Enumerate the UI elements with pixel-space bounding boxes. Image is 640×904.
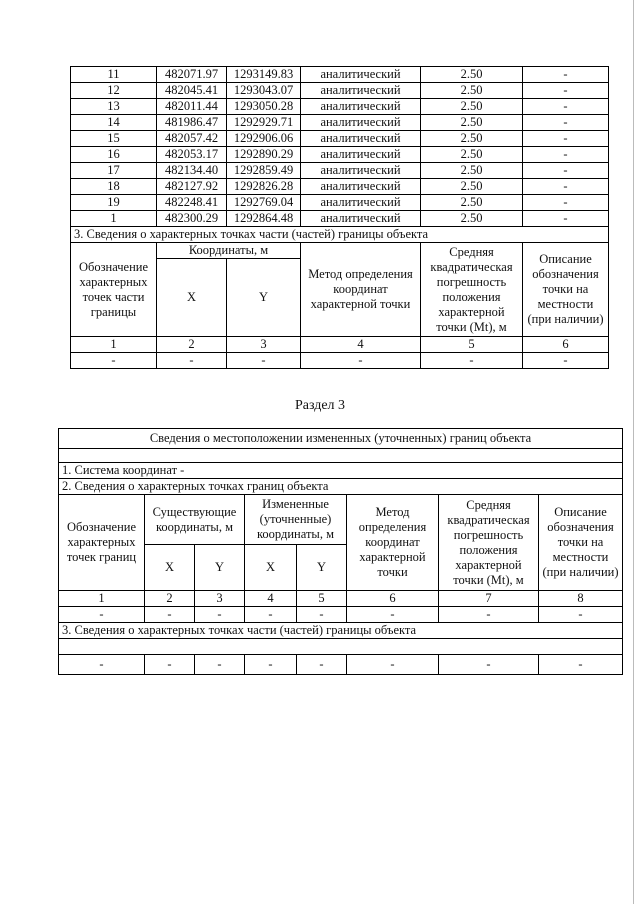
cell-n: 17 [71, 163, 157, 179]
col-number: 3 [227, 337, 301, 353]
cell-n: 18 [71, 179, 157, 195]
cell-desc: - [523, 163, 609, 179]
changed-boundaries-table [58, 428, 623, 675]
header-y1: Y [195, 545, 245, 591]
header-x2: X [245, 545, 297, 591]
empty-cell: - [71, 353, 157, 369]
cell-mt: 2.50 [421, 67, 523, 83]
cell-y: 1293149.83 [227, 67, 301, 83]
col-number: 6 [347, 591, 439, 607]
cell-x: 482011.44 [157, 99, 227, 115]
col-number: 8 [539, 591, 623, 607]
empty-cell: - [439, 655, 539, 675]
empty-cell: - [539, 607, 623, 623]
cell-y: 1292929.71 [227, 115, 301, 131]
cell-n: 13 [71, 99, 157, 115]
table-row [71, 147, 609, 163]
cell-mt: 2.50 [421, 99, 523, 115]
empty-cell: - [421, 353, 523, 369]
cell-n: 14 [71, 115, 157, 131]
table-row [71, 179, 609, 195]
cell-desc: - [523, 147, 609, 163]
col-number: 5 [297, 591, 347, 607]
empty-cell: - [145, 607, 195, 623]
col-number: 7 [439, 591, 539, 607]
cell-n: 11 [71, 67, 157, 83]
cell-method: аналитический [301, 99, 421, 115]
cell-x: 482300.29 [157, 211, 227, 227]
cell-y: 1293043.07 [227, 83, 301, 99]
cell-method: аналитический [301, 67, 421, 83]
cell-x: 482134.40 [157, 163, 227, 179]
cell-y: 1292906.06 [227, 131, 301, 147]
cell-desc: - [523, 195, 609, 211]
cell-x: 482053.17 [157, 147, 227, 163]
empty-cell: - [195, 655, 245, 675]
col-number: 3 [195, 591, 245, 607]
cell-method: аналитический [301, 131, 421, 147]
cell-method: аналитический [301, 147, 421, 163]
cell-x: 482045.41 [157, 83, 227, 99]
header-x1: X [145, 545, 195, 591]
spacer-row [59, 449, 623, 463]
table-row [71, 99, 609, 115]
empty-cell: - [523, 353, 609, 369]
table-row [71, 163, 609, 179]
empty-cell: - [539, 655, 623, 675]
cell-method: аналитический [301, 115, 421, 131]
empty-cell: - [439, 607, 539, 623]
cell-method: аналитический [301, 163, 421, 179]
header-designation: Обозначение характерных точек границ [59, 495, 145, 591]
cell-x: 482127.92 [157, 179, 227, 195]
cell-mt: 2.50 [421, 83, 523, 99]
cell-n: 15 [71, 131, 157, 147]
header-desc: Описание обозначения точки на местности (при наличии) [539, 495, 623, 591]
cell-n: 19 [71, 195, 157, 211]
table-row [71, 195, 609, 211]
cell-mt: 2.50 [421, 147, 523, 163]
cell-method: аналитический [301, 83, 421, 99]
header-desc: Описание обозначения точки на местности (при наличии) [523, 243, 609, 337]
empty-cell: - [227, 353, 301, 369]
cell-x: 482071.97 [157, 67, 227, 83]
cell-desc: - [523, 99, 609, 115]
header-mt: Средняя квадратическая погрешность положения характерной точки (Mt), м [439, 495, 539, 591]
header-existing: Существующие координаты, м [145, 495, 245, 545]
table-row [71, 83, 609, 99]
header-changed: Измененные (уточненные) координаты, м [245, 495, 347, 545]
spacer-row [59, 639, 623, 655]
cell-n: 16 [71, 147, 157, 163]
points-rows [71, 67, 609, 227]
cell-y: 1292859.49 [227, 163, 301, 179]
empty-cell: - [245, 607, 297, 623]
empty-cell: - [347, 607, 439, 623]
table2-title: Сведения о местоположении измененных (уточненных) границ объекта [59, 429, 623, 449]
header-x: X [157, 259, 227, 337]
empty-cell: - [145, 655, 195, 675]
cell-y: 1292864.48 [227, 211, 301, 227]
cell-x: 482248.41 [157, 195, 227, 211]
col-number: 1 [71, 337, 157, 353]
cell-mt: 2.50 [421, 163, 523, 179]
cell-desc: - [523, 67, 609, 83]
page-edge [633, 0, 634, 904]
cell-n: 12 [71, 83, 157, 99]
cell-method: аналитический [301, 211, 421, 227]
cell-y: 1292890.29 [227, 147, 301, 163]
empty-cell: - [245, 655, 297, 675]
col-number: 4 [245, 591, 297, 607]
cell-desc: - [523, 179, 609, 195]
empty-cell: - [347, 655, 439, 675]
section-title: Раздел 3 [294, 398, 346, 413]
col-number: 2 [145, 591, 195, 607]
empty-cell: - [301, 353, 421, 369]
empty-cell: - [59, 655, 145, 675]
header-mt: Средняя квадратическая погрешность положения характерной точки (Mt), м [421, 243, 523, 337]
col-number: 2 [157, 337, 227, 353]
cell-method: аналитический [301, 195, 421, 211]
col-number: 4 [301, 337, 421, 353]
empty-cell: - [195, 607, 245, 623]
section3-title: 3. Сведения о характерных точках части (частей) границы объекта [59, 623, 623, 639]
table-row [71, 67, 609, 83]
empty-cell: - [297, 655, 347, 675]
points-table [70, 66, 609, 369]
cell-y: 1293050.28 [227, 99, 301, 115]
header-y2: Y [297, 545, 347, 591]
cell-desc: - [523, 211, 609, 227]
cell-mt: 2.50 [421, 211, 523, 227]
cell-mt: 2.50 [421, 115, 523, 131]
empty-cell: - [59, 607, 145, 623]
cell-y: 1292769.04 [227, 195, 301, 211]
cell-mt: 2.50 [421, 179, 523, 195]
cell-x: 482057.42 [157, 131, 227, 147]
cell-y: 1292826.28 [227, 179, 301, 195]
coord-system: 1. Система координат - [59, 463, 623, 479]
header-designation: Обозначение характерных точек части границы [71, 243, 157, 337]
table-row [71, 115, 609, 131]
table-row [71, 211, 609, 227]
cell-desc: - [523, 83, 609, 99]
header-method: Метод определения координат характерной точки [301, 243, 421, 337]
cell-n: 1 [71, 211, 157, 227]
empty-cell: - [297, 607, 347, 623]
section3-title: 3. Сведения о характерных точках части (частей) границы объекта [71, 227, 609, 243]
cell-desc: - [523, 131, 609, 147]
cell-desc: - [523, 115, 609, 131]
empty-cell: - [157, 353, 227, 369]
section2-title: 2. Сведения о характерных точках границ объекта [59, 479, 623, 495]
cell-mt: 2.50 [421, 195, 523, 211]
col-number: 1 [59, 591, 145, 607]
cell-x: 481986.47 [157, 115, 227, 131]
header-coords: Координаты, м [157, 243, 301, 259]
header-method: Метод определения координат характерной точки [347, 495, 439, 591]
cell-method: аналитический [301, 179, 421, 195]
col-number: 6 [523, 337, 609, 353]
col-number: 5 [421, 337, 523, 353]
cell-mt: 2.50 [421, 131, 523, 147]
table-row [71, 131, 609, 147]
header-y: Y [227, 259, 301, 337]
